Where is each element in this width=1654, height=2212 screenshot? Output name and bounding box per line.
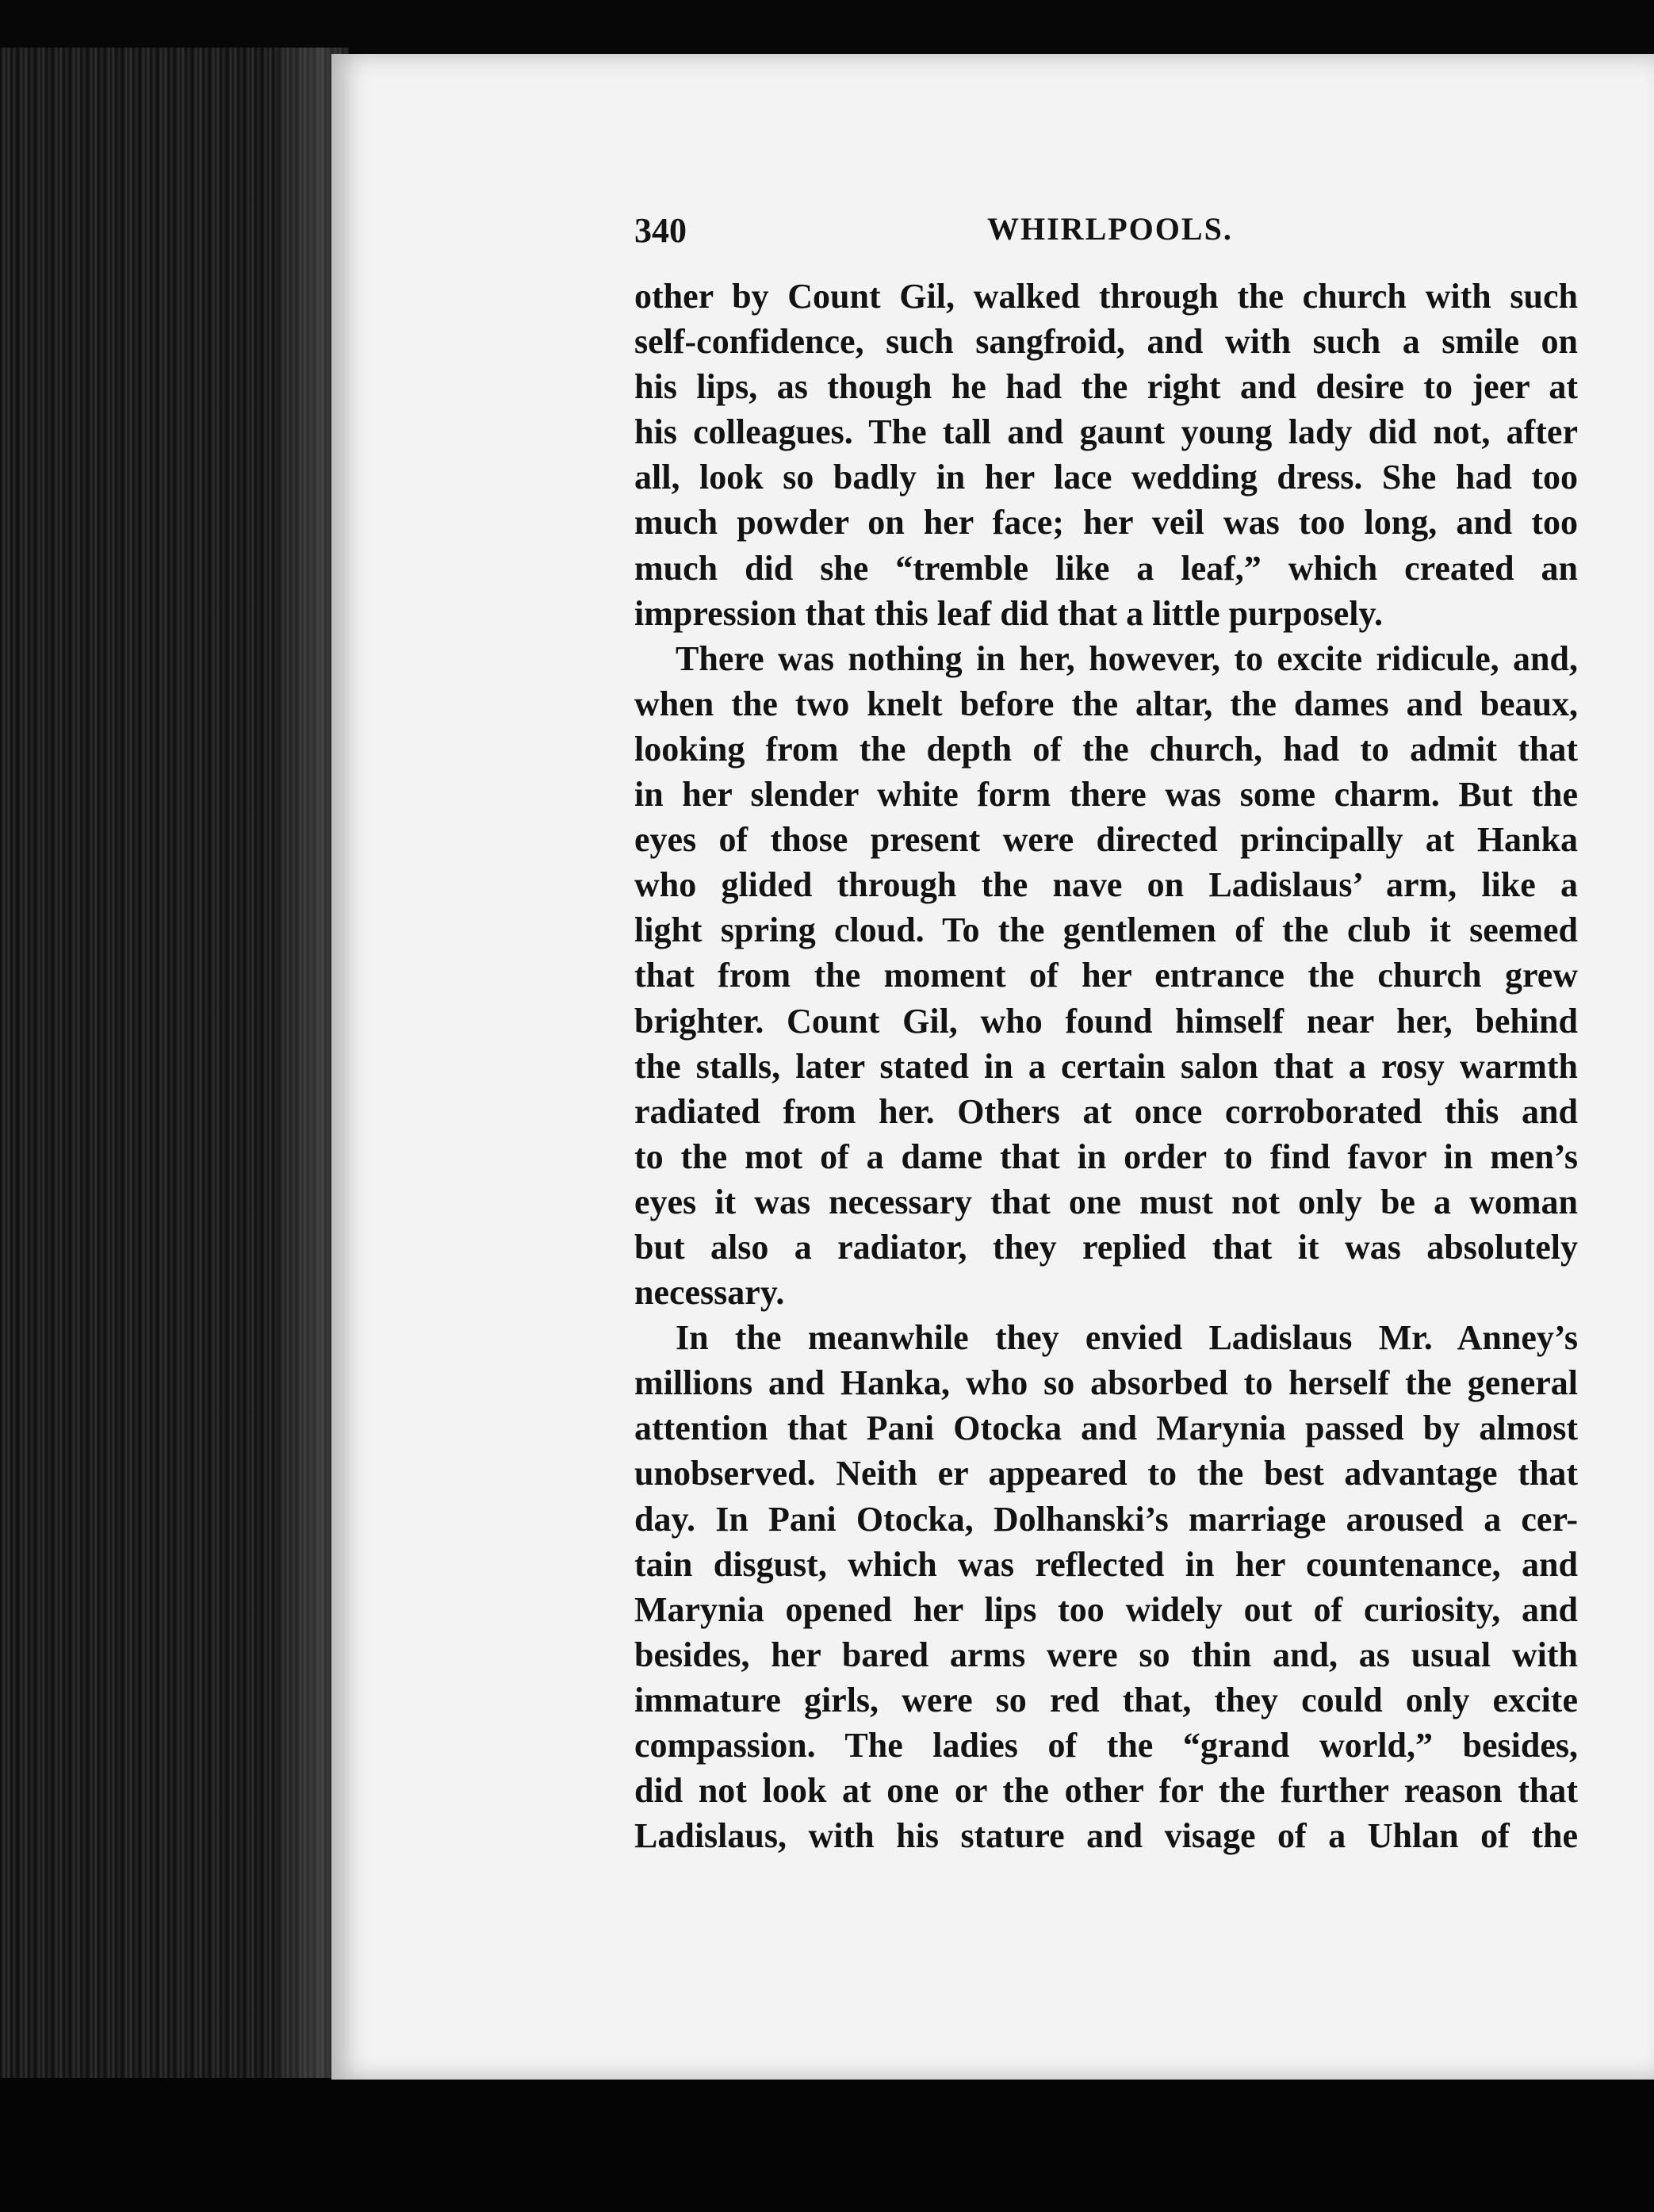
text-line: other by Count Gil, walked through the church with such	[634, 277, 1578, 316]
text-line: tain disgust, which was reflected in her countenance, and	[634, 1544, 1578, 1584]
text-line: his colleagues. The tall and gaunt young lady did not, after	[634, 412, 1578, 452]
text-line: who glided through the nave on Ladislaus’ arm, like a	[634, 865, 1578, 905]
text-line: the stalls, later stated in a certain salon that a rosy warmth	[634, 1046, 1578, 1086]
text-line: impression that this leaf did that a little purposely.	[634, 593, 1384, 633]
text-line: brighter. Count Gil, who found himself near her, behind	[634, 1001, 1578, 1041]
text-line: but also a radiator, they replied that it was absolutely	[634, 1227, 1578, 1267]
running-title: WHIRLPOOLS.	[987, 211, 1233, 247]
body-text	[634, 274, 1578, 1858]
text-line: light spring cloud. To the gentlemen of the club it seemed	[634, 910, 1578, 950]
text-line: millions and Hanka, who so absorbed to herself the general	[634, 1363, 1578, 1403]
text-line: attention that Pani Otocka and Marynia passed by almost	[634, 1409, 1578, 1448]
text-line: Ladislaus, with his stature and visage of a Uhlan of the	[634, 1816, 1578, 1856]
book-page-edges	[0, 48, 349, 2078]
paragraph-start-line: There was nothing in her, however, to excite ridicule, and,	[676, 638, 1578, 678]
text-line: that from the moment of her entrance the church grew	[634, 956, 1578, 995]
text-line: eyes of those present were directed principally at Hanka	[634, 820, 1578, 860]
text-line: immature girls, were so red that, they could only excite	[634, 1680, 1578, 1719]
text-line: all, look so badly in her lace wedding dress. She had too	[634, 458, 1578, 497]
page-header	[634, 210, 1578, 258]
paragraph-start-line: In the meanwhile they envied Ladislaus Mr. Anney’s	[676, 1318, 1578, 1358]
text-line: in her slender white form there was some charm. But the	[634, 775, 1578, 815]
text-line: Marynia opened her lips too widely out of curiosity, and	[634, 1589, 1578, 1629]
text-line: when the two knelt before the altar, the dames and beaux,	[634, 684, 1578, 723]
text-line: necessary.	[634, 1273, 785, 1313]
text-line: besides, her bared arms were so thin and, as usual with	[634, 1635, 1578, 1674]
page-number: 340	[634, 211, 687, 250]
text-line: day. In Pani Otocka, Dolhanski’s marriage aroused a cer-	[634, 1499, 1578, 1539]
text-line: looking from the depth of the church, had to admit that	[634, 729, 1578, 769]
text-line: self-confidence, such sangfroid, and with such a smile on	[634, 322, 1578, 362]
text-line: his lips, as though he had the right and desire to jeer at	[634, 367, 1578, 407]
text-line: did not look at one or the other for the further reason that	[634, 1771, 1578, 1811]
text-line: radiated from her. Others at once corroborated this and	[634, 1091, 1578, 1131]
text-line: much powder on her face; her veil was too long, and too	[634, 503, 1578, 542]
text-line: unobserved. Neith er appeared to the best advantage that	[634, 1454, 1578, 1493]
text-line: much did she “tremble like a leaf,” which created an	[634, 548, 1578, 588]
text-line: to the mot of a dame that in order to find favor in men’s	[634, 1137, 1578, 1176]
text-line: eyes it was necessary that one must not only be a woman	[634, 1182, 1578, 1221]
text-line: compassion. The ladies of the “grand world,” besides,	[634, 1726, 1578, 1765]
scan-border-bottom	[0, 2078, 1654, 2212]
